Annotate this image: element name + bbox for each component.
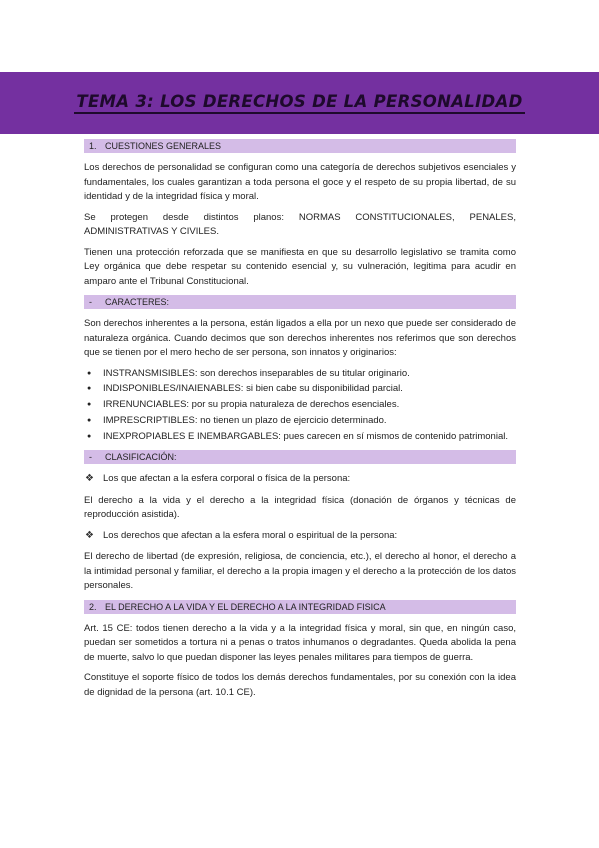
list-item: ● INDISPONIBLES/INAIENABLES: si bien cabe su disponibilidad parcial. xyxy=(84,382,516,397)
diamond-item-text: Los que afectan a la esfera corporal o física de la persona: xyxy=(103,473,351,485)
diamond-item xyxy=(84,472,516,487)
list-item: ● INSTRANSMISIBLES: son derechos inseparables de su titular originario. xyxy=(84,367,516,382)
list-item: ● IMPRESCRIPTIBLES: no tienen un plazo de ejercicio determinado. xyxy=(84,414,516,429)
paragraph: Art. 15 CE: todos tienen derecho a la vida y a la integridad física y moral, sin que, en ningún caso, puedan ser sometidos a tortura ni a penas o tratos inhumanos o degradantes. Queda abolida la pena de muerte, salvo lo que puedan disponer las leyes penales militares para tiempos de guerra. xyxy=(84,622,516,663)
paragraph: Son derechos inherentes a la persona, están ligados a ella por un nexo que puede ser considerado de naturaleza orgánica. Cuando decimos que son derechos inherentes nos referimos que son derechos que se tienen por el mero hecho de ser persona, son innatos y originarios: xyxy=(84,318,516,358)
diamond-item xyxy=(84,529,516,544)
paragraph: Se protegen desde distintos planos: NORMAS CONSTITUCIONALES, PENALES, ADMINISTRATIVAS Y CIVILES. xyxy=(84,211,516,237)
section-header-clasificacion xyxy=(84,450,516,464)
section-header-cuestiones-generales xyxy=(84,139,516,153)
section-heading: CLASIFICACIÓN: xyxy=(105,452,177,463)
section-number: - xyxy=(89,452,92,463)
document-body xyxy=(84,139,516,706)
paragraph: Tienen una protección reforzada que se manifiesta en que su desarrollo legislativo se tramita como Ley orgánica que debe respetar su contenido esencial y, su vulneración, legitima para acudir en amparo ante el Tribunal Constitucional. xyxy=(84,246,516,287)
paragraph: El derecho de libertad (de expresión, religiosa, de conciencia, etc.), el derecho al honor, el derecho a la intimidad personal y familiar, el derecho a la propia imagen y el derecho a la protección de los datos personales. xyxy=(84,551,516,592)
paragraph: Constituye el soporte físico de todos los demás derechos fundamentales, por su conexión con la idea de dignidad de la persona (art. 10.1 CE). xyxy=(84,672,516,698)
title-band xyxy=(0,72,599,134)
section-header-caracteres xyxy=(84,295,516,309)
paragraph: El derecho a la vida y el derecho a la integridad física (donación de órganos y técnicas de reproducción asistida). xyxy=(84,494,516,521)
section-heading: CARACTERES: xyxy=(105,297,170,307)
section-number: 1. xyxy=(89,141,97,151)
list-item: ● INEXPROPIABLES E INEMBARGABLES: pues carecen en sí mismos de contenido patrimonial. xyxy=(84,430,516,445)
diamond-item-text: Los derechos que afectan a la esfera moral o espiritual de la persona: xyxy=(103,529,398,541)
section-heading: CUESTIONES GENERALES xyxy=(105,141,222,151)
characteristics-list xyxy=(84,367,516,445)
list-item: ● IRRENUNCIABLES: por su propia naturaleza de derechos esenciales. xyxy=(84,398,516,413)
paragraph: Los derechos de personalidad se configuran como una categoría de derechos subjetivos esenciales y fundamentales, los cuales garantizan a toda persona el goce y el respeto de su propia libertad, de su identidad y de la integridad física y moral. xyxy=(84,162,516,202)
diamond-bullet-icon: ❖ xyxy=(85,473,94,485)
diamond-bullet-icon: ❖ xyxy=(85,529,94,541)
section-number: 2. xyxy=(89,601,97,612)
page-title: TEMA 3: LOS DERECHOS DE LA PERSONALIDAD xyxy=(74,93,524,114)
section-heading: EL DERECHO A LA VIDA Y EL DERECHO A LA INTEGRIDAD FISICA xyxy=(105,601,386,612)
section-number: - xyxy=(89,297,92,307)
section-header-derecho-vida xyxy=(84,600,516,614)
